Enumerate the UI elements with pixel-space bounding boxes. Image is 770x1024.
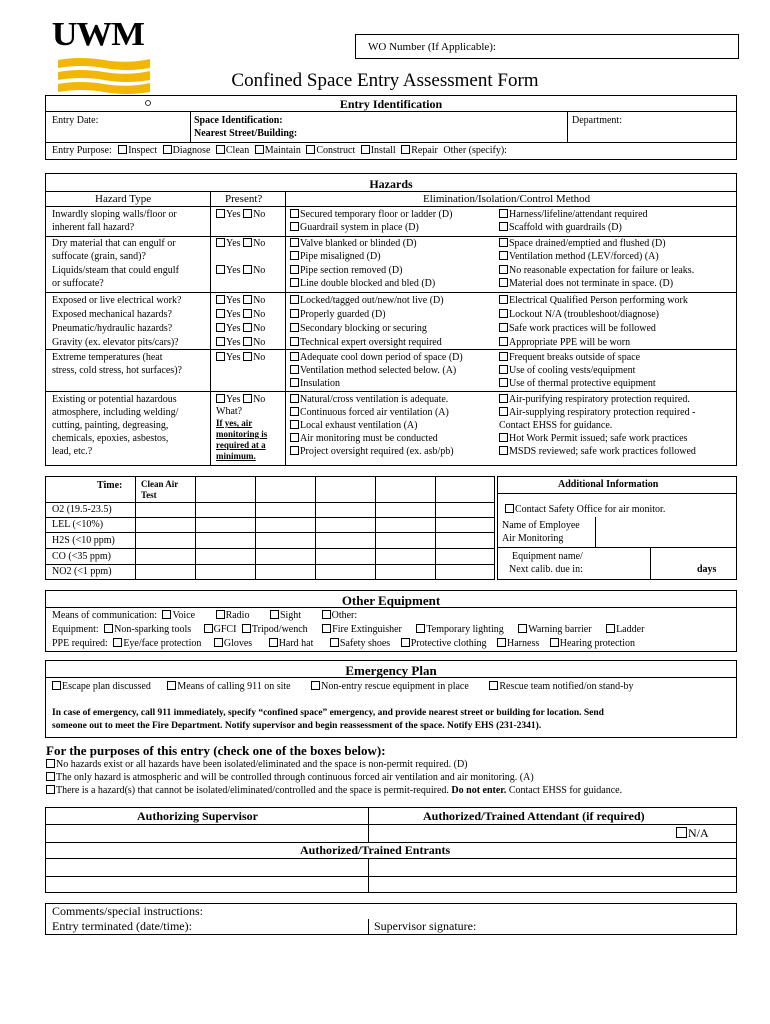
safety-shoes-checkbox[interactable] bbox=[330, 638, 339, 647]
entry-purpose-label: Entry Purpose: bbox=[52, 145, 112, 156]
na-row: N/A bbox=[676, 827, 709, 839]
hazard-type-header: Hazard Type bbox=[95, 193, 152, 205]
method-checkbox[interactable] bbox=[290, 337, 299, 346]
monitoring-note: If yes, air bbox=[216, 418, 253, 428]
employee-name-label: Name of Employee bbox=[502, 520, 580, 531]
method-checkbox[interactable] bbox=[499, 309, 508, 318]
comments-label: Comments/special instructions: bbox=[52, 904, 203, 918]
non-permit-checkbox[interactable] bbox=[46, 759, 55, 768]
no-checkbox[interactable] bbox=[243, 337, 252, 346]
gas-o2: O2 (19.5-23.5) bbox=[52, 504, 112, 515]
nearest-street-label[interactable]: Nearest Street/Building: bbox=[194, 128, 298, 139]
monitoring-note: required at a bbox=[216, 440, 266, 450]
present-yes-no: Yes No bbox=[216, 337, 265, 349]
contact-safety-row: Contact Safety Office for air monitor. bbox=[505, 504, 665, 516]
no-checkbox[interactable] bbox=[243, 238, 252, 247]
present-yes-no: Yes No bbox=[216, 265, 265, 277]
method-checkbox[interactable] bbox=[499, 352, 508, 361]
no-checkbox[interactable] bbox=[243, 309, 252, 318]
no-checkbox[interactable] bbox=[243, 394, 252, 403]
method-checkbox[interactable] bbox=[290, 407, 299, 416]
no-checkbox[interactable] bbox=[243, 295, 252, 304]
entry-purpose-row: Entry Purpose: Inspect Diagnose Clean Maintain Construct Install Repair Other (specify): bbox=[52, 145, 507, 156]
method-checkbox[interactable] bbox=[290, 251, 299, 260]
yes-checkbox[interactable] bbox=[216, 352, 225, 361]
equipment-row: Equipment: Non-sparking tools GFCI Tripod/wench Fire Extinguisher Temporary lighting Warning barrier Ladder bbox=[52, 624, 645, 635]
method-checkbox[interactable] bbox=[290, 378, 299, 387]
method-checkbox[interactable] bbox=[290, 222, 299, 231]
method-checkbox[interactable] bbox=[499, 394, 508, 403]
yes-checkbox[interactable] bbox=[216, 337, 225, 346]
purpose-other-label[interactable]: Other (specify): bbox=[443, 145, 507, 156]
rescue-team-checkbox[interactable] bbox=[489, 681, 498, 690]
hazards-title: Hazards bbox=[369, 177, 413, 191]
method-checkbox[interactable] bbox=[499, 337, 508, 346]
permit-required-checkbox[interactable] bbox=[46, 785, 55, 794]
equipment-name-label: Equipment name/ bbox=[512, 551, 583, 562]
method-text: Contact EHSS for guidance. bbox=[499, 420, 613, 431]
other-equipment-title: Other Equipment bbox=[341, 593, 441, 608]
emergency-options-row: Escape plan discussed Means of calling 911 on site Non-entry rescue equipment in place Rescue team notified/on stand-by bbox=[52, 681, 633, 693]
hazard-type: Dry material that can engulf or bbox=[52, 238, 176, 249]
hazard-type: or suffocate? bbox=[52, 278, 104, 289]
hazard-type: lead, etc.? bbox=[52, 446, 93, 457]
rescue-equipment-checkbox[interactable] bbox=[311, 681, 320, 690]
method-checkbox[interactable] bbox=[499, 295, 508, 304]
emergency-plan-title: Emergency Plan bbox=[345, 663, 437, 678]
sight-checkbox[interactable] bbox=[270, 610, 279, 619]
harness-checkbox[interactable] bbox=[497, 638, 506, 647]
method-checkbox[interactable] bbox=[290, 309, 299, 318]
gfci-checkbox[interactable] bbox=[204, 624, 213, 633]
wo-number-field[interactable] bbox=[355, 34, 739, 59]
hazard-type: suffocate (grain, sand)? bbox=[52, 251, 146, 262]
monitoring-note: monitoring is bbox=[216, 429, 268, 439]
yes-checkbox[interactable] bbox=[216, 209, 225, 218]
hazard-type: Gravity (ex. elevator pits/cars)? bbox=[52, 337, 179, 348]
method-checkbox[interactable] bbox=[290, 265, 299, 274]
yes-checkbox[interactable] bbox=[216, 394, 225, 403]
employee-name-label: Air Monitoring bbox=[502, 533, 564, 544]
hazard-type: stress, cold stress, hot surfaces)? bbox=[52, 365, 182, 376]
present-yes-no: Yes No bbox=[216, 295, 265, 307]
na-checkbox[interactable] bbox=[676, 827, 687, 838]
hazard-type: Inwardly sloping walls/floor or bbox=[52, 209, 177, 220]
entry-date-label[interactable]: Entry Date: bbox=[52, 115, 99, 126]
no-checkbox[interactable] bbox=[243, 323, 252, 332]
form-title: Confined Space Entry Assessment Form bbox=[231, 70, 539, 91]
method-checkbox[interactable] bbox=[290, 323, 299, 332]
ppe-row: PPE required: Eye/face protection Gloves Hard hat Safety shoes Protective clothing Harness Hearing protection bbox=[52, 638, 635, 649]
other-checkbox[interactable] bbox=[322, 610, 331, 619]
communication-row: Means of communication: Voice Radio Sight Other: bbox=[52, 610, 358, 621]
radio-checkbox[interactable] bbox=[216, 610, 225, 619]
method-checkbox[interactable] bbox=[290, 433, 299, 442]
present-yes-no: Yes No bbox=[216, 309, 265, 321]
present-yes-no: Yes No bbox=[216, 352, 265, 364]
escape-plan-checkbox[interactable] bbox=[52, 681, 61, 690]
atmospheric-checkbox[interactable] bbox=[46, 772, 55, 781]
fire-extinguisher-checkbox[interactable] bbox=[322, 624, 331, 633]
purpose-repair-checkbox[interactable] bbox=[401, 145, 410, 154]
purpose-inspect-checkbox[interactable] bbox=[118, 145, 127, 154]
authorized-attendant-label: Authorized/Trained Attendant (if required) bbox=[423, 809, 645, 823]
space-identification-label[interactable]: Space Identification: bbox=[194, 115, 283, 126]
purpose-diagnose-checkbox[interactable] bbox=[163, 145, 172, 154]
yes-checkbox[interactable] bbox=[216, 323, 225, 332]
gas-lel: LEL (<10%) bbox=[52, 519, 104, 530]
purpose-clean-checkbox[interactable] bbox=[216, 145, 225, 154]
method-checkbox[interactable] bbox=[290, 420, 299, 429]
method-checkbox[interactable] bbox=[499, 433, 508, 442]
method-checkbox[interactable] bbox=[290, 352, 299, 361]
clean-air-test-label: Clean Air bbox=[141, 479, 179, 489]
gas-h2s: H2S (<10 ppm) bbox=[52, 535, 115, 546]
gas-co: CO (<35 ppm) bbox=[52, 551, 111, 562]
method-header: Elimination/Isolation/Control Method bbox=[423, 193, 591, 205]
non-sparking-checkbox[interactable] bbox=[104, 624, 113, 633]
yes-checkbox[interactable] bbox=[216, 309, 225, 318]
method-checkbox[interactable] bbox=[499, 446, 508, 455]
no-checkbox[interactable] bbox=[243, 209, 252, 218]
protective-clothing-checkbox[interactable] bbox=[401, 638, 410, 647]
present-yes-no: Yes No bbox=[216, 238, 265, 250]
purpose-install-checkbox[interactable] bbox=[361, 145, 370, 154]
hazard-type: chemicals, epoxies, asbestos, bbox=[52, 433, 169, 444]
contact-safety-checkbox[interactable] bbox=[505, 504, 514, 513]
method-checkbox[interactable] bbox=[499, 278, 508, 287]
method-checkbox[interactable] bbox=[499, 365, 508, 374]
supervisor-signature-label[interactable]: Supervisor signature: bbox=[374, 919, 477, 933]
present-yes-no: Yes No bbox=[216, 209, 265, 221]
method-checkbox[interactable] bbox=[499, 251, 508, 260]
department-label[interactable]: Department: bbox=[572, 115, 622, 126]
purpose-maintain-checkbox[interactable] bbox=[255, 145, 264, 154]
temporary-lighting-checkbox[interactable] bbox=[416, 624, 425, 633]
present-header: Present? bbox=[225, 193, 263, 205]
no-checkbox[interactable] bbox=[243, 265, 252, 274]
hearing-protection-checkbox[interactable] bbox=[550, 638, 559, 647]
voice-checkbox[interactable] bbox=[162, 610, 171, 619]
entry-terminated-label[interactable]: Entry terminated (date/time): bbox=[52, 919, 192, 933]
purpose-option-3: There is a hazard(s) that cannot be isolated/eliminated/controlled and the space is permit-required. Do not enter. Contact EHSS for guidance. bbox=[46, 785, 622, 797]
purpose-construct-checkbox[interactable] bbox=[306, 145, 315, 154]
method-checkbox[interactable] bbox=[290, 209, 299, 218]
method-checkbox[interactable] bbox=[499, 378, 508, 387]
gas-no2: NO2 (<1 ppm) bbox=[52, 566, 112, 577]
entry-identification-title: Entry Identification bbox=[339, 97, 443, 111]
hazard-type: Pneumatic/hydraulic hazards? bbox=[52, 323, 173, 334]
time-label: Time: bbox=[97, 480, 123, 491]
yes-checkbox[interactable] bbox=[216, 295, 225, 304]
yes-checkbox[interactable] bbox=[216, 238, 225, 247]
method-checkbox[interactable] bbox=[499, 265, 508, 274]
hard-hat-checkbox[interactable] bbox=[269, 638, 278, 647]
hazard-type: Extreme temperatures (heat bbox=[52, 352, 163, 363]
additional-info-title: Additional Information bbox=[558, 479, 659, 490]
purpose-option-1: No hazards exist or all hazards have been isolated/eliminated and the space is non-permit required. (D) bbox=[46, 759, 468, 771]
method-checkbox[interactable] bbox=[290, 394, 299, 403]
authorized-entrants-label: Authorized/Trained Entrants bbox=[300, 843, 451, 857]
no-checkbox[interactable] bbox=[243, 352, 252, 361]
what-label[interactable]: What? bbox=[216, 406, 243, 417]
method-checkbox[interactable] bbox=[499, 407, 508, 416]
hazard-type: Liquids/steam that could engulf bbox=[52, 265, 179, 276]
gloves-checkbox[interactable] bbox=[214, 638, 223, 647]
hazard-type: Exposed mechanical hazards? bbox=[52, 309, 172, 320]
yes-checkbox[interactable] bbox=[216, 265, 225, 274]
calling-911-checkbox[interactable] bbox=[167, 681, 176, 690]
method-checkbox[interactable] bbox=[290, 238, 299, 247]
eye-face-checkbox[interactable] bbox=[113, 638, 122, 647]
method-checkbox[interactable] bbox=[499, 323, 508, 332]
logo-text: UWM bbox=[51, 16, 144, 53]
method-checkbox[interactable] bbox=[499, 222, 508, 231]
equipment-name-label: Next calib. due in: bbox=[509, 564, 583, 575]
emergency-note: someone out to meet the Fire Department. Notify supervisor and begin reassessment of the space. Notify EHS (231-2341). bbox=[52, 721, 542, 731]
monitoring-note: minimum. bbox=[216, 451, 256, 461]
tripod-checkbox[interactable] bbox=[242, 624, 251, 633]
warning-barrier-checkbox[interactable] bbox=[518, 624, 527, 633]
method-checkbox[interactable] bbox=[290, 295, 299, 304]
hazard-type: Existing or potential hazardous bbox=[52, 394, 177, 405]
clean-air-test-label: Test bbox=[141, 490, 157, 500]
hazard-type: cutting, painting, degreasing, bbox=[52, 420, 169, 431]
method-checkbox[interactable] bbox=[290, 365, 299, 374]
method-checkbox[interactable] bbox=[290, 446, 299, 455]
emergency-note: In case of emergency, call 911 immediately, specify “confined space” emergency, and provide nearest street or building for location. Send bbox=[52, 708, 604, 718]
hazard-type: inherent fall hazard? bbox=[52, 222, 135, 233]
wo-number-label: WO Number (If Applicable): bbox=[368, 41, 496, 53]
present-yes-no: Yes No bbox=[216, 323, 265, 335]
purposes-title: For the purposes of this entry (check one of the boxes below): bbox=[46, 743, 386, 758]
ladder-checkbox[interactable] bbox=[606, 624, 615, 633]
days-label: days bbox=[697, 564, 717, 575]
authorizing-supervisor-label: Authorizing Supervisor bbox=[137, 809, 259, 823]
method-checkbox[interactable] bbox=[499, 209, 508, 218]
method-checkbox[interactable] bbox=[290, 278, 299, 287]
hazard-type: Exposed or live electrical work? bbox=[52, 295, 182, 306]
present-yes-no: Yes No bbox=[216, 394, 265, 406]
method-checkbox[interactable] bbox=[499, 238, 508, 247]
hazard-type: atmosphere, including welding/ bbox=[52, 407, 179, 418]
purpose-option-2: The only hazard is atmospheric and will be controlled through continuous forced air ventilation and air monitoring. (A) bbox=[46, 772, 534, 784]
